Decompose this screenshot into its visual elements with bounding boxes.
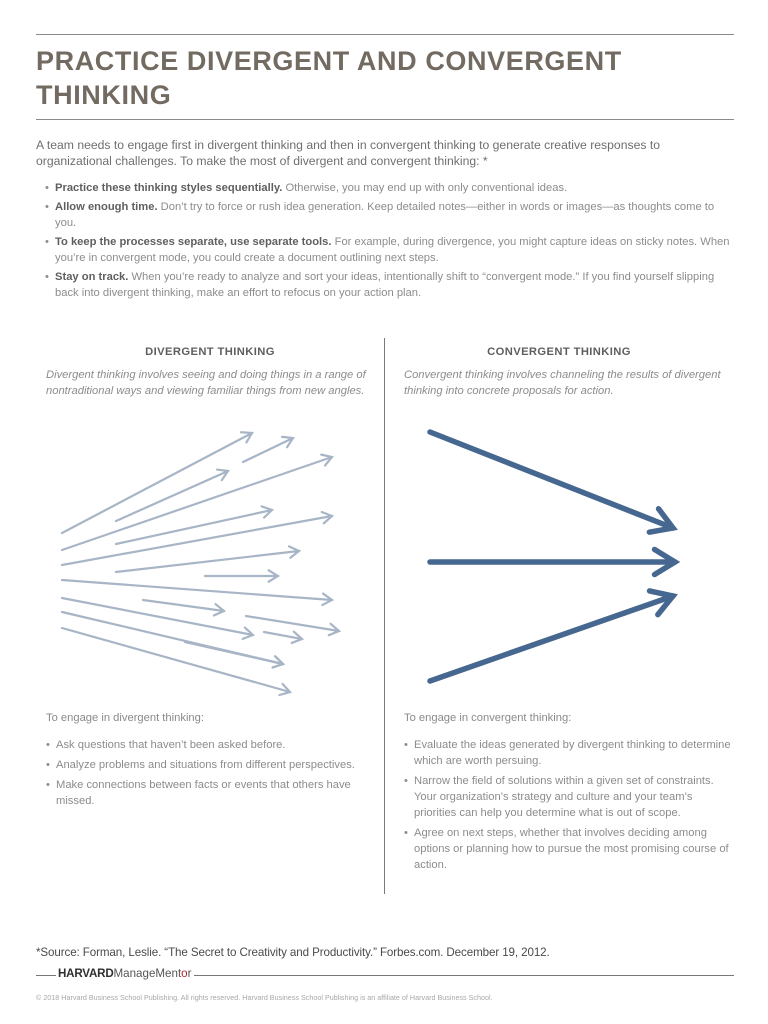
tip-bold: Allow enough time. bbox=[55, 201, 158, 213]
convergent-list-item: • Narrow the field of solutions within a given set of constraints. Your organization’s strategy and culture and your team’s priorities can help you determine what is out of scope. bbox=[404, 773, 734, 821]
divergent-arrow bbox=[62, 455, 332, 550]
divergent-arrow bbox=[205, 570, 278, 581]
page-title: PRACTICE DIVERGENT AND CONVERGENT THINKING bbox=[36, 46, 622, 110]
divergent-arrow bbox=[264, 632, 302, 643]
convergent-list bbox=[404, 737, 734, 877]
tip-text: For example, during divergence, you might capture ideas on sticky notes. When you’re in convergent mode, you could create a document outlining next steps. bbox=[55, 236, 730, 264]
divergent-arrow bbox=[143, 600, 224, 615]
tip-bold: To keep the processes separate, use separate tools. bbox=[55, 236, 332, 248]
divergent-arrow bbox=[116, 506, 272, 544]
divergent-list bbox=[46, 737, 366, 813]
brand-rule-right bbox=[194, 975, 734, 976]
copyright-notice: © 2018 Harvard Business School Publishing. All rights reserved. Harvard Business School Publishing is an affiliate of Harvard Business School. bbox=[36, 993, 493, 1002]
brand-rule-left bbox=[36, 975, 56, 976]
divergent-arrow bbox=[246, 616, 339, 635]
harvard-managementor-logo bbox=[58, 967, 192, 980]
tip-text: Otherwise, you may end up with only conventional ideas. bbox=[282, 182, 568, 194]
divergent-list-item: • Analyze problems and situations from different perspectives. bbox=[46, 757, 366, 773]
divergent-heading: DIVERGENT THINKING bbox=[145, 346, 275, 358]
logo-harvard-text: HARVARD bbox=[58, 967, 114, 980]
logo-accent-o: o bbox=[181, 967, 188, 980]
convergent-list-item: • Evaluate the ideas generated by divergent thinking to determine which are worth persuing. bbox=[404, 737, 734, 769]
tip-text: When you’re ready to analyze and sort your ideas, intentionally shift to “convergent mode.” If you find yourself slipping back into divergent thinking, make an effort to refocus on your action plan. bbox=[55, 271, 715, 299]
convergent-list-item: • Agree on next steps, whether that involves deciding among options or planning how to pursue the most promising course of action. bbox=[404, 825, 734, 873]
convergent-arrow bbox=[430, 591, 673, 681]
tip-text: Don’t try to force or rush idea generation. Keep detailed notes—either in words or images—as thoughts come to you. bbox=[55, 201, 715, 229]
divergent-description: Divergent thinking involves seeing and doing things in a range of nontraditional ways and viewing familiar things from new angles. bbox=[46, 369, 366, 397]
divergent-engage-label: To engage in divergent thinking: bbox=[46, 712, 204, 724]
source-citation: *Source: Forman, Leslie. “The Secret to Creativity and Productivity.” Forbes.com. December 19, 2012. bbox=[36, 946, 550, 959]
convergent-heading: CONVERGENT THINKING bbox=[487, 346, 631, 358]
convergent-arrow bbox=[430, 549, 675, 574]
tip-bold: Practice these thinking styles sequentially. bbox=[55, 182, 283, 194]
convergent-description: Convergent thinking involves channeling the results of divergent thinking into concrete proposals for action. bbox=[404, 369, 721, 397]
divergent-list-item: • Make connections between facts or events that others have missed. bbox=[46, 777, 366, 809]
tip-bold: Stay on track. bbox=[55, 271, 129, 283]
intro-paragraph: A team needs to engage first in divergent thinking and then in convergent thinking to generate creative responses to organizational challenges. To make the most of divergent and convergent thinking: * bbox=[36, 138, 660, 168]
logo-management-text: ManageMent bbox=[113, 967, 182, 980]
divergent-arrow bbox=[62, 580, 332, 605]
convergent-arrow bbox=[430, 432, 673, 532]
logo-end-r: r bbox=[187, 967, 192, 980]
divergent-arrow bbox=[185, 642, 283, 668]
convergent-engage-label: To engage in convergent thinking: bbox=[404, 712, 572, 724]
divergent-arrow bbox=[243, 437, 293, 462]
divergent-list-item: • Ask questions that haven’t been asked before. bbox=[46, 737, 366, 753]
